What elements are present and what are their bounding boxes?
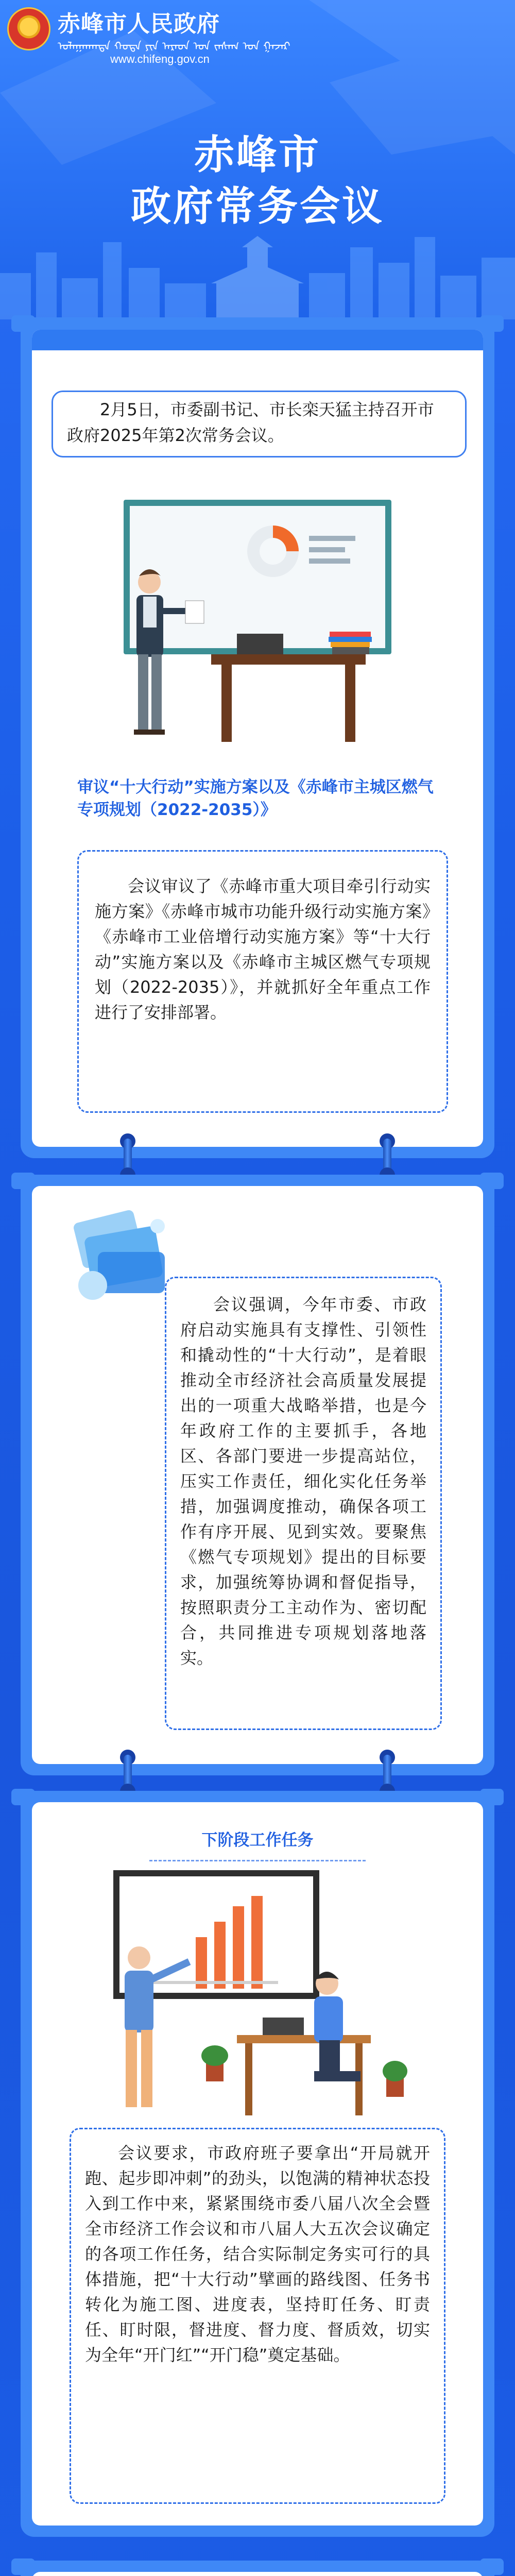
section-1-heading: 审议“十大行动”实施方案以及《赤峰市主城区燃气专项规划（2022-2035）》 [77,778,434,819]
office-illustration [93,1865,422,2123]
card-3-tab-right [480,1789,504,1805]
page-title-line1: 赤峰市 [194,132,321,178]
card-4 [32,2572,483,2576]
card-2-tab [11,1173,35,1189]
site-name: 赤峰市人民政府 [58,11,220,37]
presenter-illustration [82,479,433,747]
card-4-tab-right [480,2558,504,2575]
section-3-body: 会议要求，市政府班子要拿出“开局就开跑、起步即冲刺”的劲头，以饱满的精神状态投入到工作中来，紧紧围绕市委八届八次全会暨全市经济工作会议和市八届人大五次会议确定的各项工作任务，结合实际制定务实可行的具体措施，把“十大行动”擘画的路线图、任务书转化为施工图、进度表，坚持盯任务、盯责任、盯时限，督进度、督力度、督质效，切实为全年“开门红”“开门稳”奠定基础。 [85,2143,430,2365]
section-1-body: 会议审议了《赤峰市重大项目牵引行动实施方案》《赤峰市城市功能升级行动实施方案》《赤峰市工业倍增行动实施方案》等“十大行动”实施方案以及《赤峰市主城区燃气专项规划（2022-2035）》，并就抓好全年重点工作进行了安排部署。 [95,876,431,1022]
page-title-line2: 政府常务会议 [130,183,384,230]
card-1-top-band [32,330,483,350]
folder-illustration [57,1195,180,1314]
skyline-illustration [0,227,515,319]
section-3-heading-underline [149,1860,366,1861]
site-url[interactable]: www.chifeng.gov.cn [110,53,210,65]
intro-text: 2月5日，市委副书记、市长栾天猛主持召开市政府2025年第2次常务会议。 [67,400,434,445]
card-1-tab-right [480,315,504,332]
national-emblem-icon [7,7,50,50]
page-header [0,0,515,319]
site-name-mongolian: ᠤᠯᠠᠭᠠᠨᠬᠠᠳᠠ ᠬᠣᠲᠠ ᠶᠢᠨ ᠠᠷᠠᠳ ᠤᠨ ᠵᠠᠰᠠᠭ ᠤᠨ ᠭᠠᠵᠠᠷ [58,40,290,53]
section-2-body: 会议强调，今年市委、市政府启动实施具有支撑性、引领性和撬动性的“十大行动”，是着眼推动全市经济社会高质量发展提出的一项重大战略举措，也是今年政府工作的主要抓手，各地区、各部门要进一步提高站位，压实工作责任，细化实化任务举措，加强调度推动，确保各项工作有序开展、见到实效。要聚焦《燃气专项规划》提出的目标要求，加强统筹协调和督促指导，按照职责分工主动作为、密切配合，共同推进专项规划落地落实。 [180,1295,426,1668]
card-3-tab [11,1789,35,1805]
card-4-tab [11,2558,35,2575]
section-3-heading: 下阶段工作任务 [201,1831,314,1850]
card-2-tab-right [480,1173,504,1189]
